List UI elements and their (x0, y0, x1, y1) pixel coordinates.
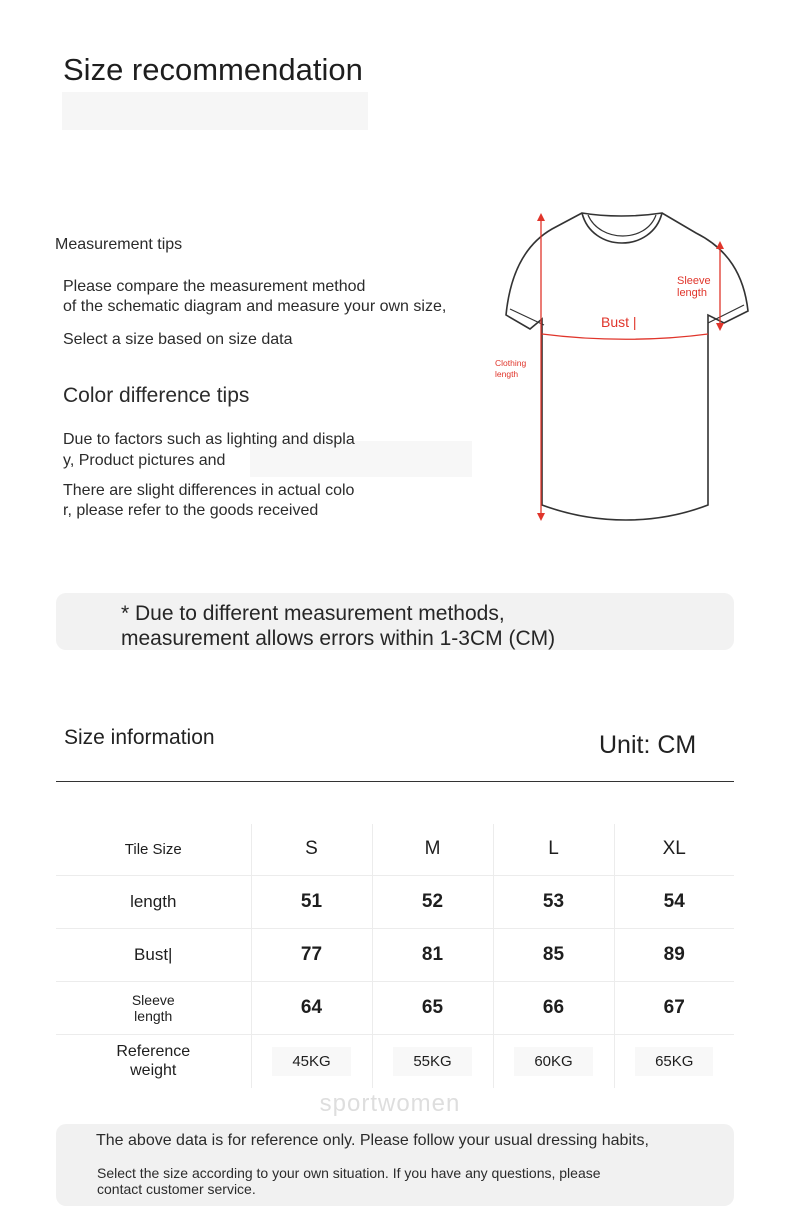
color-tip-line: There are slight differences in actual colo (63, 482, 355, 499)
table-cell: 85 (493, 928, 614, 981)
table-row (56, 928, 734, 981)
table-row-label: length (56, 875, 251, 928)
weight-value: 65KG (635, 1047, 713, 1076)
table-cell: 89 (614, 928, 734, 981)
title-underlay (62, 92, 368, 130)
row-label-line: weight (130, 1062, 177, 1080)
row-label-line: Reference (116, 1043, 191, 1061)
note-line: measurement allows errors within 1-3CM (CM) (121, 627, 556, 650)
table-cell (372, 1034, 493, 1088)
table-cell: 67 (614, 981, 734, 1034)
bust-line (542, 334, 708, 339)
clothing-length-label: length (495, 369, 519, 379)
bust-label: Bust | (601, 314, 637, 330)
size-table (56, 824, 734, 1088)
weight-value: 45KG (272, 1047, 350, 1076)
sleeve-label: Sleeve (677, 275, 711, 287)
unit-label: Unit: CM (599, 731, 697, 759)
table-cell (251, 1034, 372, 1088)
table-row (56, 981, 734, 1034)
measurement-tip-line: Select a size based on size data (63, 331, 293, 348)
table-cell (493, 1034, 614, 1088)
size-info-heading: Size information (64, 726, 215, 749)
color-tip-line: Due to factors such as lighting and displa (63, 431, 355, 448)
footer-line: Select the size according to your own situation. If you have any questions, please (97, 1165, 601, 1181)
table-cell: 54 (614, 875, 734, 928)
tshirt-outline-icon (506, 213, 748, 520)
table-row-label (56, 1034, 251, 1088)
table-cell: 51 (251, 875, 372, 928)
table-row-label (56, 981, 251, 1034)
table-cell: 65 (372, 981, 493, 1034)
weight-value: 60KG (514, 1047, 592, 1076)
table-row-label: Bust| (56, 928, 251, 981)
divider (56, 781, 734, 782)
row-label-line: length (134, 1007, 173, 1024)
color-tips-heading: Color difference tips (63, 384, 250, 407)
table-cell: 52 (372, 875, 493, 928)
footer-text: The above data is for reference only. Please follow your usual dressing habits, (96, 1132, 649, 1149)
color-tip-line: y, Product pictures and (63, 452, 226, 469)
table-cell (614, 1034, 734, 1088)
table-cell: 64 (251, 981, 372, 1034)
clothing-length-label: Clothing (495, 358, 527, 368)
footer-text (97, 1165, 601, 1197)
table-row-label: Tile Size (56, 824, 251, 875)
tshirt-diagram (486, 205, 756, 525)
size-header-cell: XL (614, 824, 734, 875)
table-cell: 66 (493, 981, 614, 1034)
note-line: * Due to different measurement methods, (121, 602, 505, 625)
page-title: Size recommendation (63, 52, 363, 87)
table-row (56, 1034, 734, 1088)
measurement-tip-line: of the schematic diagram and measure your own size, (63, 298, 447, 315)
size-header-cell: M (372, 824, 493, 875)
table-cell: 77 (251, 928, 372, 981)
table-cell: 81 (372, 928, 493, 981)
footer-line: contact customer service. (97, 1181, 256, 1197)
measurement-tips-heading: Measurement tips (55, 236, 183, 253)
size-header-cell: L (493, 824, 614, 875)
table-header-row (56, 824, 734, 875)
color-tip-line: r, please refer to the goods received (63, 502, 319, 519)
table-row (56, 875, 734, 928)
row-label-line: Sleeve (131, 991, 175, 1008)
size-header-cell: S (251, 824, 372, 875)
weight-value: 55KG (393, 1047, 471, 1076)
sleeve-label: length (677, 287, 707, 299)
collar-icon (582, 213, 662, 243)
table-cell: 53 (493, 875, 614, 928)
watermark: sportwomen (319, 1090, 461, 1117)
measurement-note (121, 601, 555, 651)
measurement-tip-line: Please compare the measurement method (63, 278, 366, 295)
